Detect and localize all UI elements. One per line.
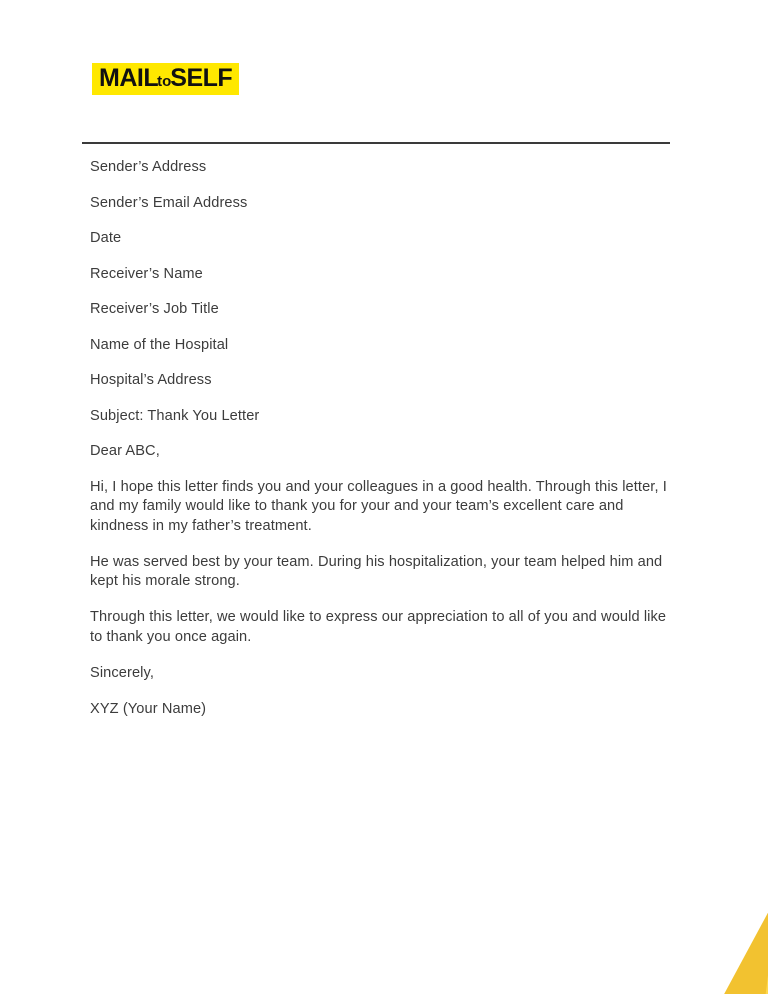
body-paragraph-1: Hi, I hope this letter finds you and your colleagues in a good health. Through this letter, I and my family would like to thank you for your and your team’s excellent care and kindness in my father’s treatment. xyxy=(90,478,667,534)
header-divider xyxy=(82,142,670,144)
closing: Sincerely, xyxy=(90,665,154,682)
date-line: Date xyxy=(90,230,122,246)
body-paragraph-3: Through this letter, we would like to express our appreciation to all of you and would like to thank you once again. xyxy=(90,609,667,646)
salutation: Dear ABC, xyxy=(90,443,160,459)
logo-text-mail: MAIL xyxy=(99,64,159,92)
body-paragraph-2: He was served best by your team. During his hospitalization, your team helped him and kept his morale strong. xyxy=(90,553,663,590)
sender-address-line: Sender’s Address xyxy=(90,159,207,175)
sender-email-line: Sender’s Email Address xyxy=(90,194,248,211)
brand-logo xyxy=(92,63,239,95)
subject-line: Subject: Thank You Letter xyxy=(90,407,260,424)
receiver-name-line: Receiver’s Name xyxy=(90,265,203,282)
logo-text-to: to xyxy=(157,73,172,90)
logo-text-self: SELF xyxy=(170,64,233,92)
hospital-address-line: Hospital’s Address xyxy=(90,372,212,388)
signature: XYZ (Your Name) xyxy=(90,700,207,717)
corner-wedge-decoration xyxy=(666,894,768,994)
letter-body xyxy=(90,158,680,719)
hospital-name-line: Name of the Hospital xyxy=(90,336,229,353)
receiver-job-title-line: Receiver’s Job Title xyxy=(90,301,219,317)
logo-highlight-badge xyxy=(92,63,239,95)
